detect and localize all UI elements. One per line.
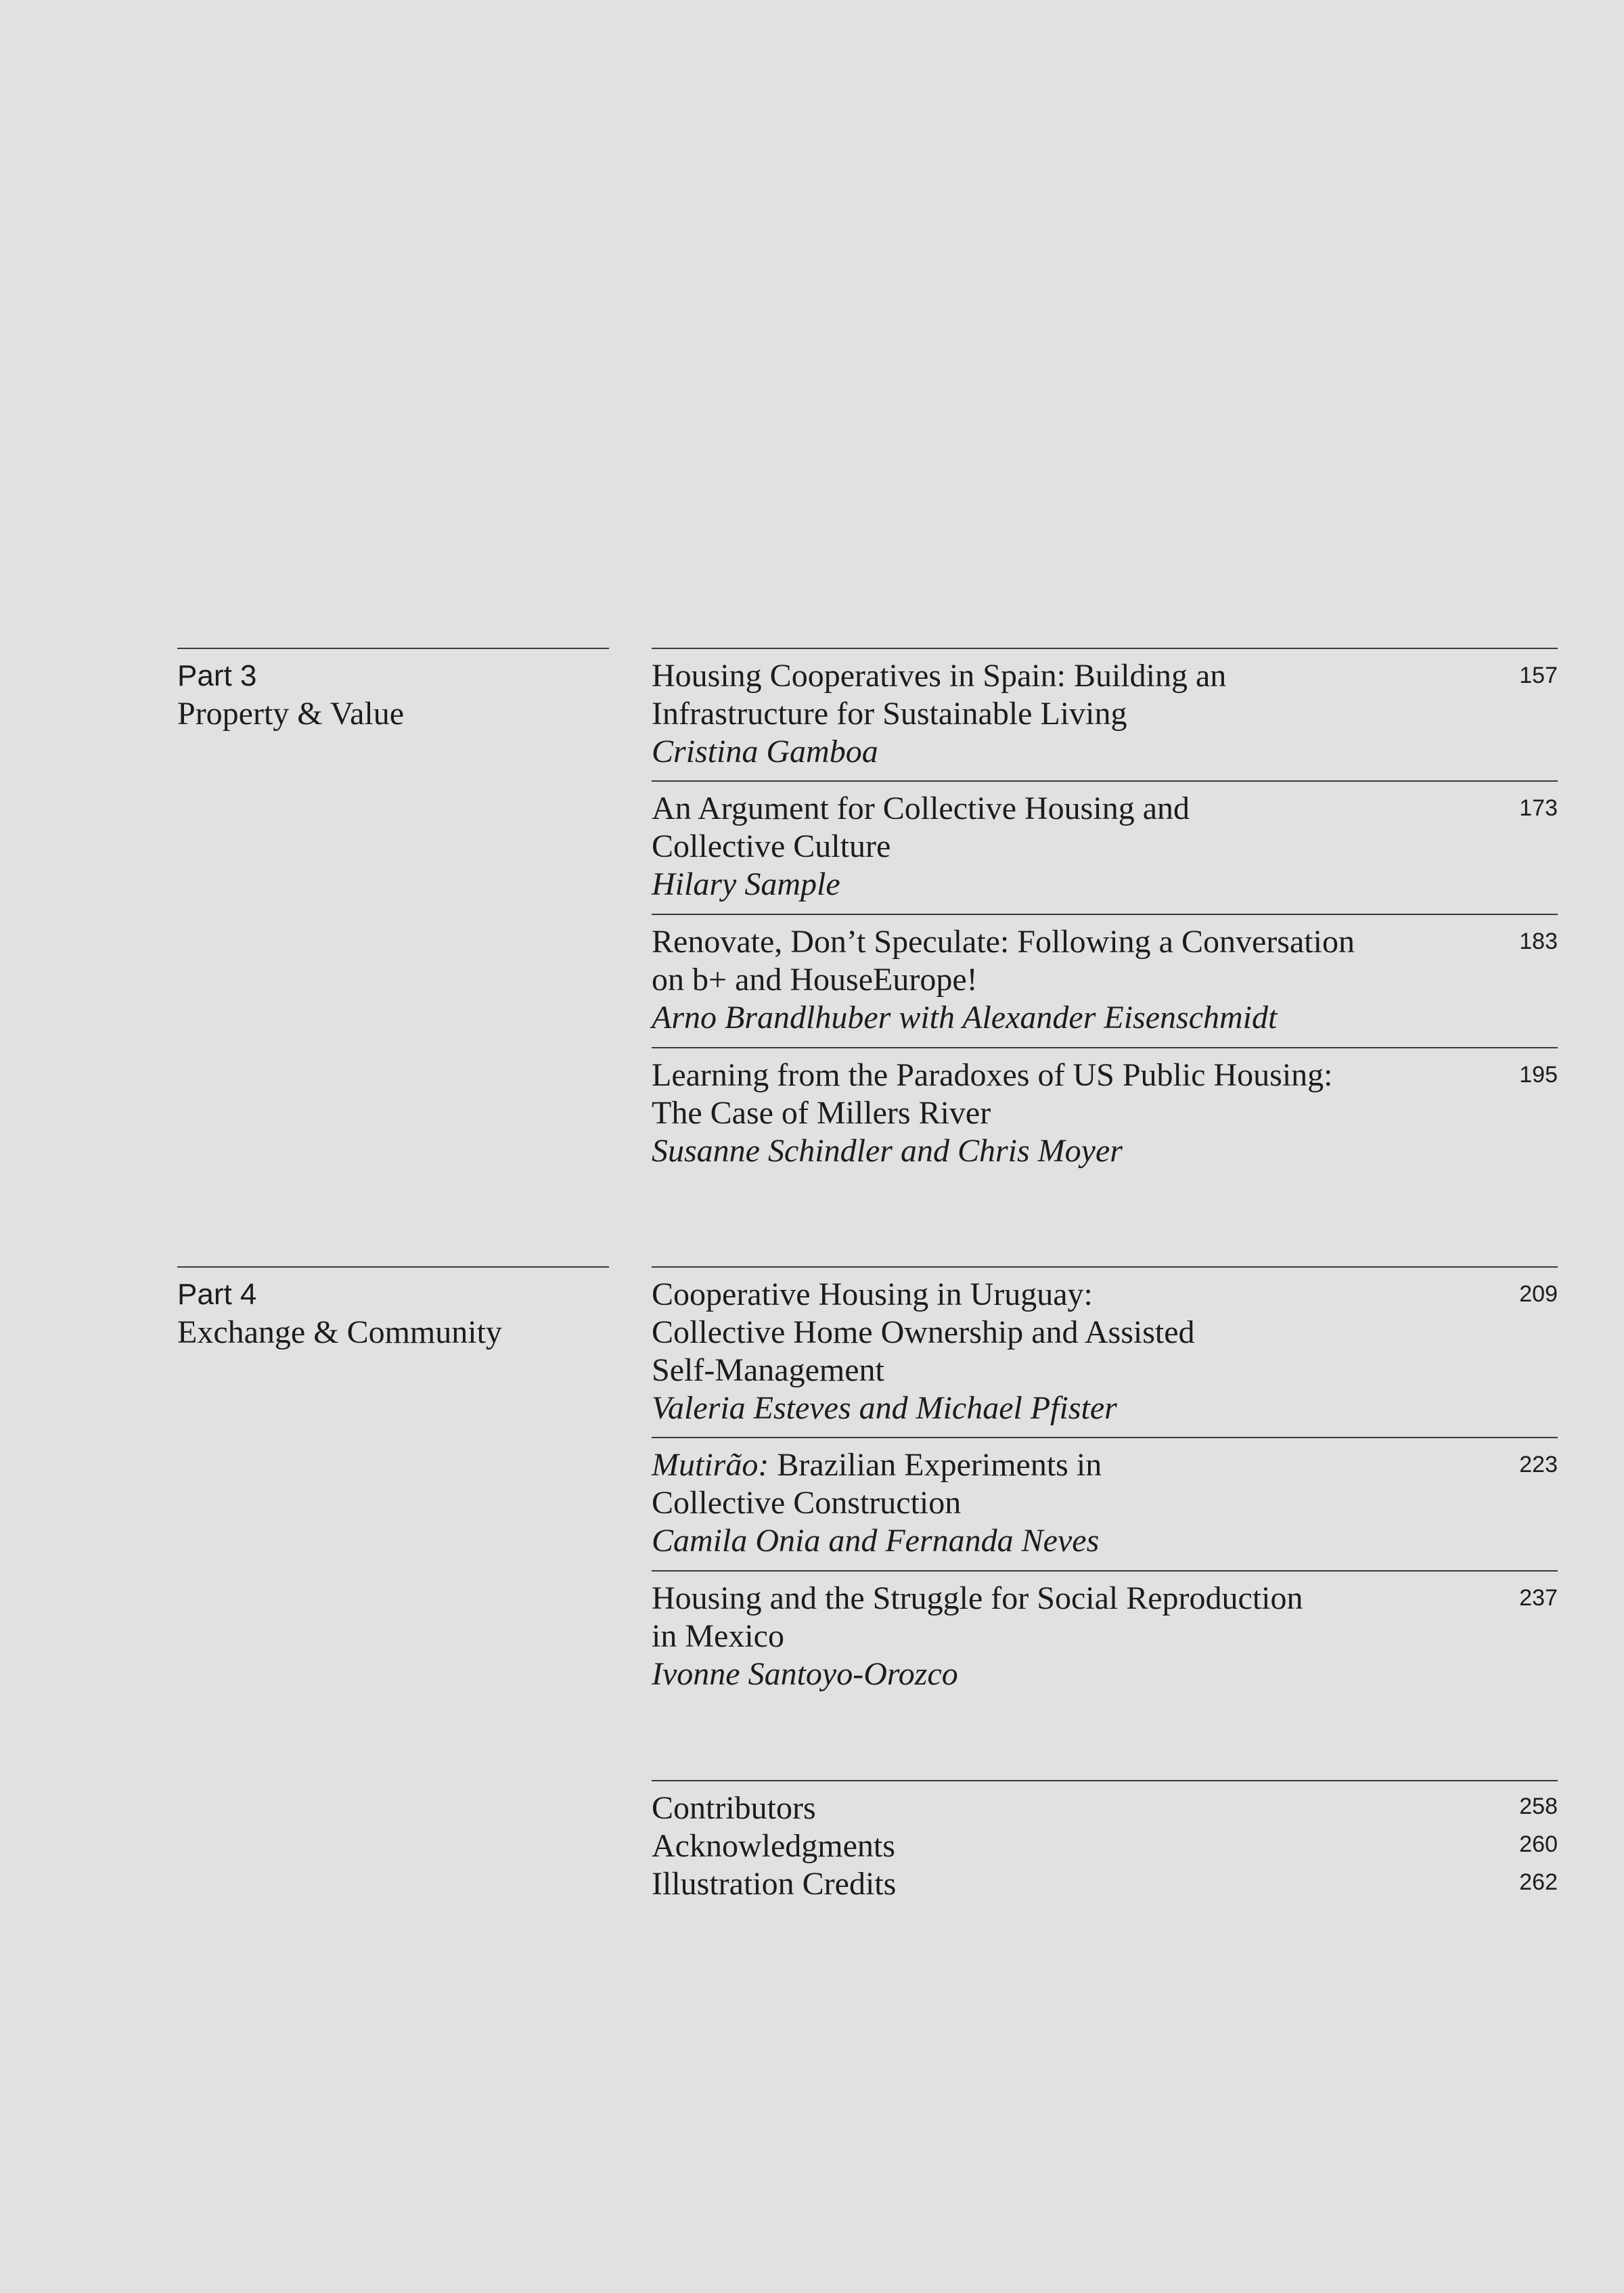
backmatter-label: Illustration Credits [652,1866,897,1902]
page-number: 173 [1519,795,1558,821]
toc-entry[interactable] [652,1047,1558,1180]
entry-title-line: in Mexico [652,1618,784,1654]
entry-title-line: Housing and the Struggle for Social Reproduction [652,1580,1303,1616]
page-number: 157 [1519,663,1558,688]
backmatter-label: Acknowledgments [652,1828,895,1864]
entry-author: Ivonne Santoyo-Orozco [652,1656,958,1692]
toc-entry[interactable] [652,1266,1558,1437]
page-number: 223 [1519,1452,1558,1477]
entry-title-line: Collective Construction [652,1485,962,1521]
part-name: Property & Value [177,696,405,732]
toc-entry[interactable] [652,1570,1558,1703]
part-heading [177,648,609,733]
page-number: 195 [1519,1062,1558,1088]
toc-entry[interactable] [652,780,1558,914]
entry-title-line: on b+ and HouseEurope! [652,962,978,998]
entry-author: Susanne Schindler and Chris Moyer [652,1133,1123,1169]
page-number: 183 [1519,929,1558,954]
part-number: Part 4 [177,1278,257,1311]
entry-author: Hilary Sample [652,866,840,902]
toc-entry[interactable] [652,914,1558,1047]
entry-author: Camila Onia and Fernanda Neves [652,1523,1100,1559]
entry-title-line: Collective Culture [652,828,891,864]
entry-author: Cristina Gamboa [652,734,878,770]
page-number: 237 [1519,1585,1558,1611]
entry-list [652,648,1558,1180]
page-number: 258 [1519,1794,1558,1819]
page-number: 209 [1519,1281,1558,1307]
entry-title-line: Collective Home Ownership and Assisted [652,1314,1195,1350]
entry-title-line: The Case of Millers River [652,1095,991,1131]
entry-title-line: Cooperative Housing in Uruguay: [652,1276,1093,1312]
entry-title-line [652,1446,1449,1484]
part-name: Exchange & Community [177,1314,502,1350]
entry-title-line: Infrastructure for Sustainable Living [652,696,1127,732]
entry-title-text: Brazilian Experiments in [769,1447,1102,1483]
toc-entry[interactable] [652,1437,1558,1570]
part-number: Part 3 [177,659,257,692]
entry-title-italic: Mutirão: [652,1447,769,1483]
entry-title-line: Housing Cooperatives in Spain: Building an [652,658,1227,694]
part-heading [177,1266,609,1352]
entry-author: Valeria Esteves and Michael Pfister [652,1390,1117,1426]
page-number: 260 [1519,1831,1558,1857]
entry-list [652,1266,1558,1703]
backmatter-item-illustration-credits[interactable] [652,1865,1558,1903]
entry-author: Arno Brandlhuber with Alexander Eisenschmidt [652,1000,1278,1036]
entry-title-line: Renovate, Don’t Speculate: Following a Conversation [652,924,1355,960]
backmatter-item-acknowledgments[interactable] [652,1827,1558,1865]
backmatter-item-contributors[interactable] [652,1789,1558,1827]
entry-title-line: Self-Management [652,1352,884,1388]
entry-title-line: An Argument for Collective Housing and [652,791,1190,826]
entry-title-line: Learning from the Paradoxes of US Public Housing: [652,1057,1333,1093]
toc-entry[interactable] [652,648,1558,780]
page-number: 262 [1519,1869,1558,1895]
backmatter-label: Contributors [652,1790,816,1826]
toc-backmatter [652,1780,1558,1903]
